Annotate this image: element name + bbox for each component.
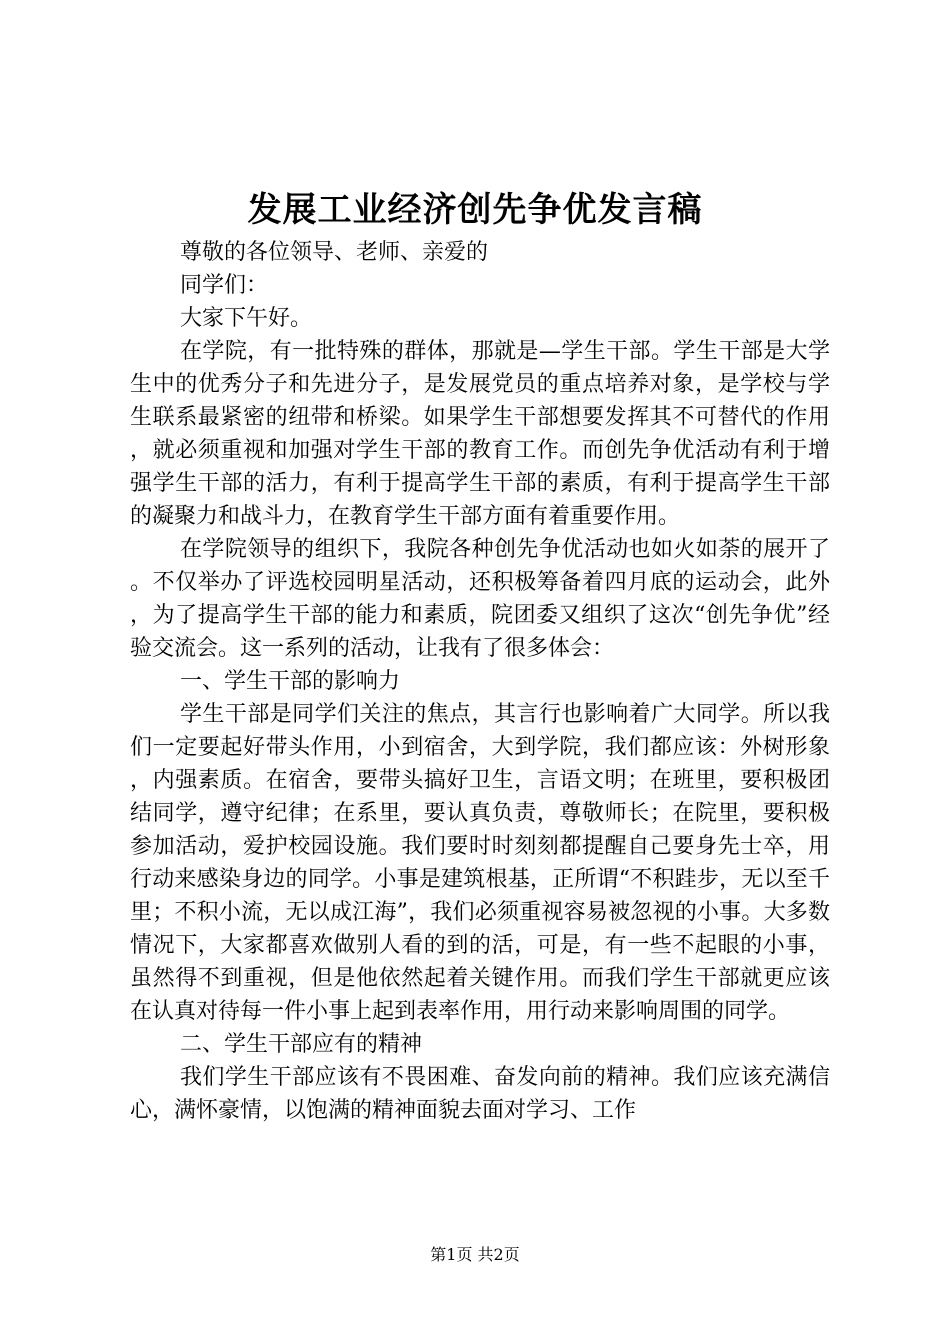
paragraph-activities: 在学院领导的组织下，我院各种创先争优活动也如火如荼的展开了。不仅举办了评选校园明星活动，还积极筹备着四月底的运动会，此外，为了提高学生干部的能力和素质，院团委又组织了这次“创先争优”经验交流会。这一系列的活动，让我有了很多体会： bbox=[130, 537, 830, 661]
paragraph-salutation-1: 尊敬的各位领导、老师、亲爱的 bbox=[180, 240, 489, 265]
document-body bbox=[130, 236, 830, 1127]
section-heading-2: 二、学生干部应有的精神 bbox=[180, 1032, 423, 1057]
document-title: 发展工业经济创先争优发言稿 bbox=[247, 190, 703, 230]
paragraph-salutation-2: 同学们： bbox=[180, 273, 269, 298]
paragraph-spirit: 我们学生干部应该有不畏困难、奋发向前的精神。我们应该充满信心，满怀豪情，以饱满的精神面貌去面对学习、工作 bbox=[130, 1065, 830, 1123]
paragraph-intro: 在学院，有一批特殊的群体，那就是—学生干部。学生干部是大学生中的优秀分子和先进分子，是发展党员的重点培养对象，是学校与学生联系最紧密的纽带和桥梁。如果学生干部想要发挥其不可替代的作用，就必须重视和加强对学生干部的教育工作。而创先争优活动有利于增强学生干部的活力，有利于提高学生干部的素质，有利于提高学生干部的凝聚力和战斗力，在教育学生干部方面有着重要作用。 bbox=[130, 339, 830, 529]
section-heading-1: 一、学生干部的影响力 bbox=[180, 669, 401, 694]
paragraph-greeting: 大家下午好。 bbox=[180, 306, 313, 331]
page-number-footer: 第1页 共2页 bbox=[430, 1245, 520, 1264]
paragraph-influence: 学生干部是同学们关注的焦点，其言行也影响着广大同学。所以我们一定要起好带头作用，小到宿舍，大到学院，我们都应该：外树形象，内强素质。在宿舍，要带头搞好卫生，言语文明；在班里，要积极团结同学，遵守纪律；在系里，要认真负责，尊敬师长；在院里，要积极参加活动，爱护校园设施。我们要时时刻刻都提醒自己要身先士卒，用行动来感染身边的同学。小事是建筑根基，正所谓“不积跬步，无以至千里；不积小流，无以成江海”，我们必须重视容易被忽视的小事。大多数情况下，大家都喜欢做别人看的到的活，可是，有一些不起眼的小事，虽然得不到重视，但是他依然起着关键作用。而我们学生干部就更应该在认真对待每一件小事上起到表率作用，用行动来影响周围的同学。 bbox=[130, 702, 830, 1024]
